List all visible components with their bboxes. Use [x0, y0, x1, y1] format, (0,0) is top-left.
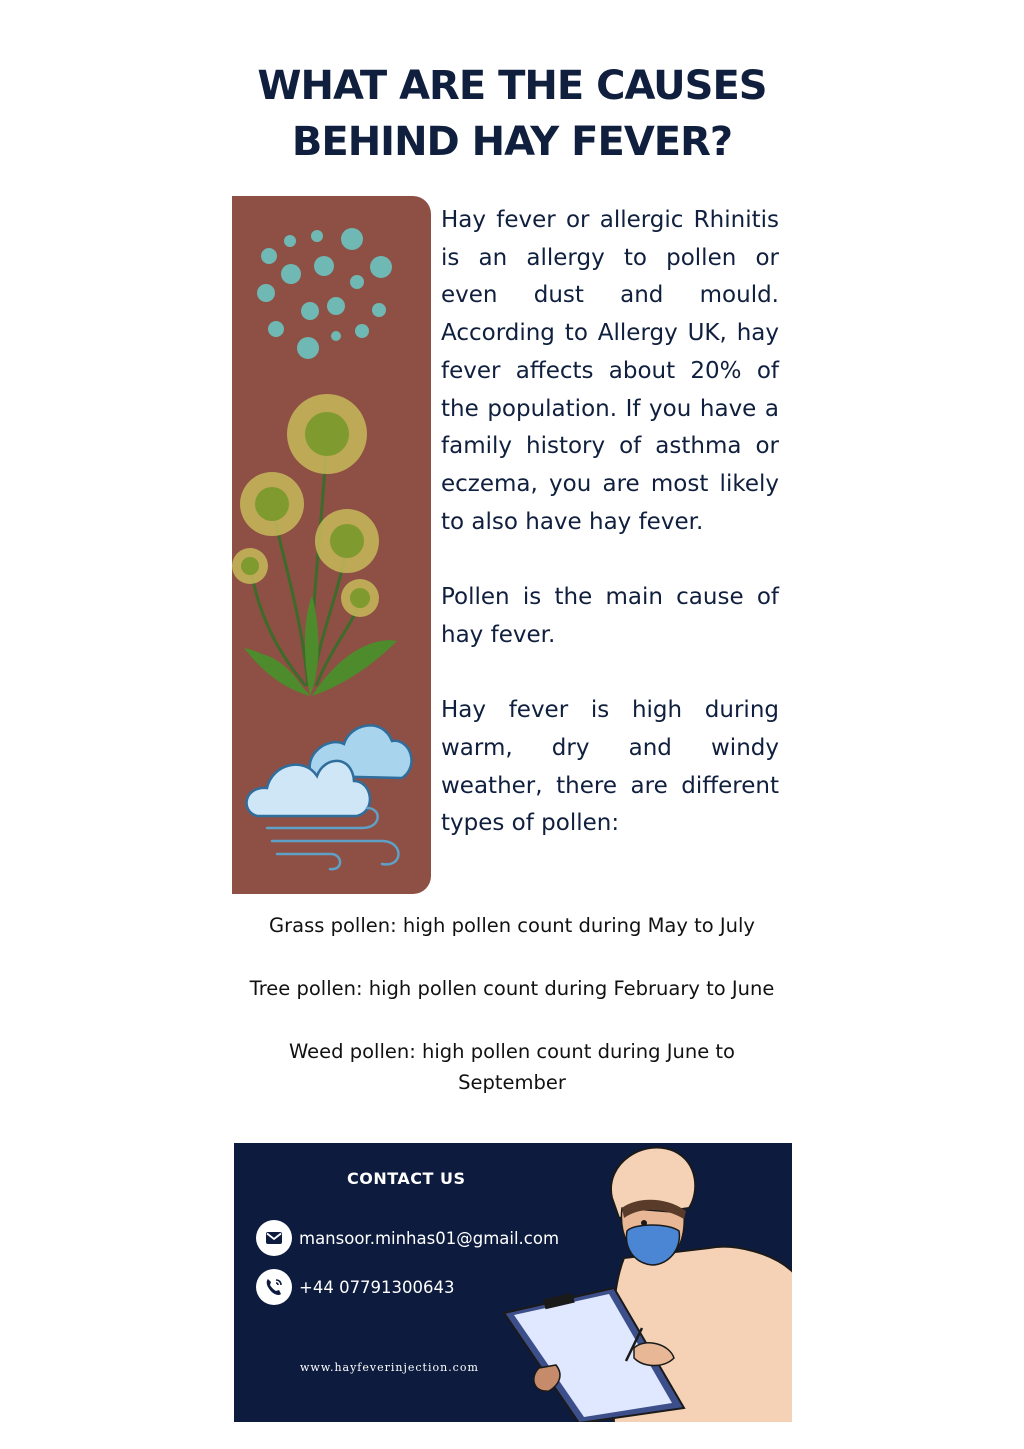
dandelion-cloud-illustration: [232, 196, 431, 894]
paragraph-main-cause: Pollen is the main cause of hay fever.: [441, 584, 779, 648]
intro-text: [441, 202, 779, 843]
doctor-illustration: [494, 1143, 792, 1422]
envelope-icon: [256, 1220, 292, 1256]
list-item-weed: Weed pollen: high pollen count during June to September: [289, 1040, 735, 1094]
title-line-2: BEHIND HAY FEVER?: [291, 119, 733, 165]
contact-section: [234, 1143, 792, 1422]
email-link[interactable]: mansoor.minhas01@gmail.com: [299, 1228, 560, 1248]
list-item-tree: Tree pollen: high pollen count during February to June: [249, 977, 775, 1000]
list-item-grass: Grass pollen: high pollen count during May to July: [269, 914, 755, 937]
phone-row[interactable]: [256, 1269, 455, 1305]
paragraph-definition: Hay fever or allergic Rhinitis is an allergy to pollen or even dust and mould. According to Allergy UK, hay fever affects about 20% of the population. If you have a family history of asthma or eczema, you are most likely to also have hay fever.: [441, 207, 779, 535]
pollen-types-list: [240, 910, 784, 1130]
paragraph-weather: Hay fever is high during warm, dry and windy weather, there are different types of pollen:: [441, 697, 779, 837]
page-title: [200, 58, 824, 170]
website-link[interactable]: www.hayfeverinjection.com: [300, 1361, 479, 1374]
title-line-1: WHAT ARE THE CAUSES: [257, 63, 767, 109]
phone-number[interactable]: +44 07791300643: [299, 1277, 455, 1297]
contact-heading: CONTACT US: [347, 1169, 466, 1188]
illustration-panel: [232, 196, 431, 894]
phone-icon: [256, 1269, 292, 1305]
